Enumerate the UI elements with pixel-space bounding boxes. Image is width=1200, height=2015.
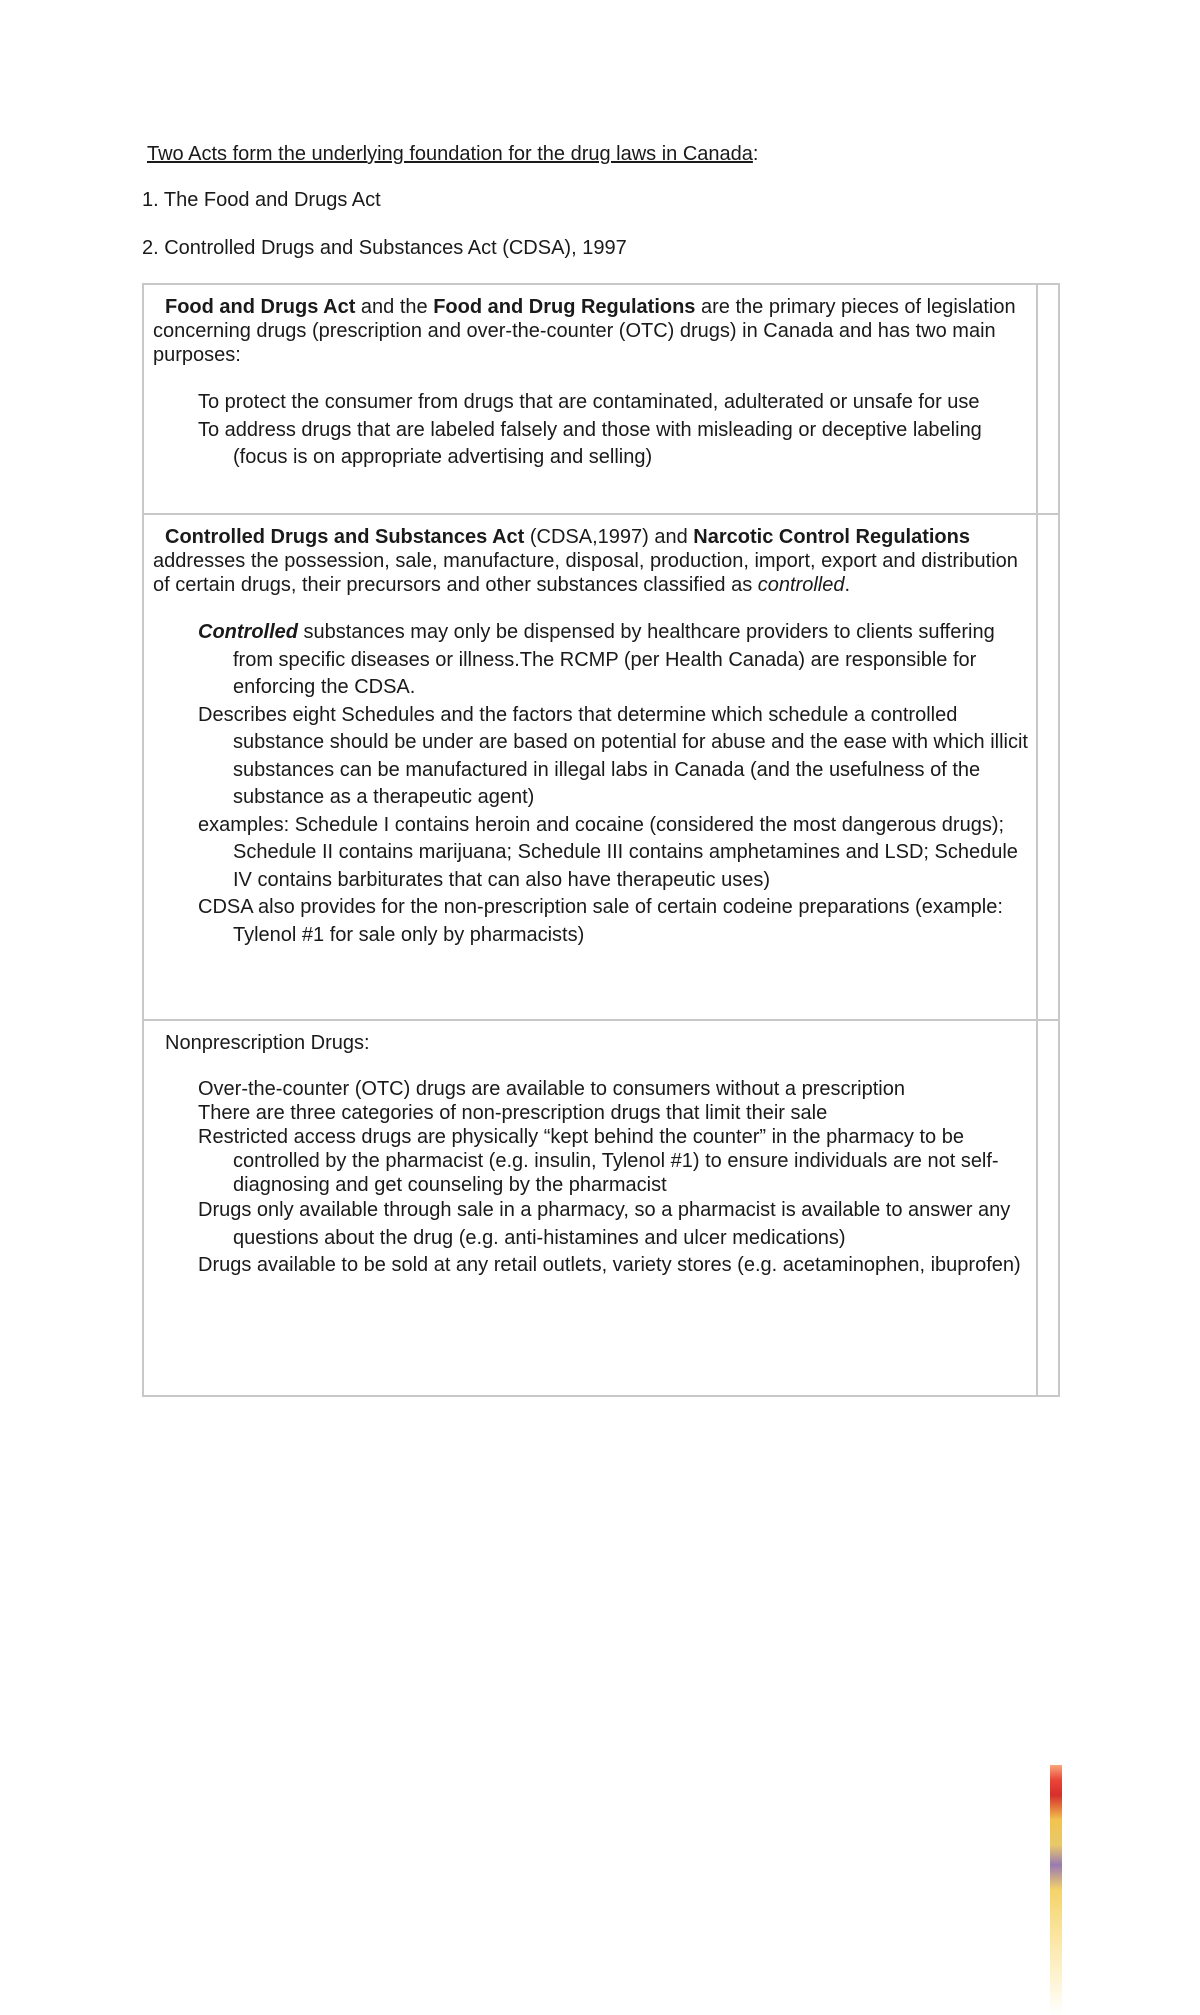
nonprescription-list [153, 1077, 1028, 1280]
list-item [153, 619, 1028, 702]
nonprescription-heading: Nonprescription Drugs: [165, 1032, 370, 1054]
cdsa-paragraph [153, 525, 1028, 597]
intro-item-food-and-drugs-act: 1. The Food and Drugs Act [142, 189, 381, 211]
list-item: examples: Schedule I contains heroin and cocaine (considered the most dangerous drugs); Schedule II contains marijuana; Schedule III contains amphetamines and LSD; Schedule IV contains barbiturates that can also have therapeutic uses) [198, 813, 1018, 891]
table-row-food-and-drugs-act [144, 285, 1058, 515]
table-cell [144, 515, 1036, 1019]
list-item: There are three categories of non-prescription drugs that limit their sale [198, 1102, 828, 1124]
list-item: Drugs only available through sale in a pharmacy, so a pharmacist is available to answer any questions about the drug (e.g. anti-histamines and ulcer medications) [198, 1199, 1011, 1249]
table-side-column [1036, 1021, 1060, 1395]
paragraph-text: . [844, 574, 851, 596]
bold-food-and-drug-regulations: Food and Drug Regulations [433, 296, 696, 318]
paragraph-text: are the primary pieces of legislation concerning drugs (prescription and over-the-counter (OTC) drugs) in Canada and has two main purposes: [153, 296, 1016, 366]
purposes-list [153, 389, 1028, 472]
intro-heading-text: Two Acts form the underlying foundation for the drug laws in Canada [147, 143, 753, 165]
table-side-column [1036, 285, 1060, 513]
intro-heading [147, 142, 758, 166]
paragraph-text: (CDSA,1997) and [524, 526, 694, 548]
list-item: CDSA also provides for the non-prescription sale of certain codeine preparations (example: Tylenol #1 for sale only by pharmacists) [198, 896, 1003, 946]
intro-item-cdsa: 2. Controlled Drugs and Substances Act (CDSA), 1997 [142, 237, 627, 259]
list-item: Drugs available to be sold at any retail outlets, variety stores (e.g. acetaminophen, ibuprofen) [198, 1254, 1021, 1276]
table-side-column [1036, 515, 1060, 1019]
list-item: To protect the consumer from drugs that are contaminated, adulterated or unsafe for use [198, 391, 980, 413]
italic-controlled: controlled [757, 574, 845, 596]
list-item: To address drugs that are labeled falsely and those with misleading or deceptive labeling (focus is on appropriate advertising and selling) [198, 418, 982, 468]
bold-narcotic-control-regulations: Narcotic Control Regulations [693, 526, 970, 548]
bold-cdsa: Controlled Drugs and Substances Act [165, 526, 525, 548]
list-item: Over-the-counter (OTC) drugs are available to consumers without a prescription [198, 1078, 905, 1100]
paragraph-text: addresses the possession, sale, manufacture, disposal, production, import, export and distribution of certain drugs, their precursors and other substances classified as [153, 550, 1018, 596]
intro-heading-colon: : [752, 143, 759, 165]
decorative-image-strip [1050, 1765, 1062, 2015]
list-item-text: substances may only be dispensed by healthcare providers to clients suffering from specific diseases or illness.The RCMP (per Health Canada) are responsible for enforcing the CDSA. [233, 621, 995, 698]
list-item: Restricted access drugs are physically “kept behind the counter” in the pharmacy to be controlled by the pharmacist (e.g. insulin, Tylenol #1) to ensure individuals are not self-diagnosing and get counseling by the pharmacist [198, 1126, 999, 1196]
bold-italic-controlled: Controlled [198, 621, 298, 643]
table-cell [144, 285, 1036, 513]
list-item: Describes eight Schedules and the factors that determine which schedule a controlled substance should be under are based on potential for abuse and the ease with which illicit substances can be manufactured in illegal labs in Canada (and the usefulness of the substance as a therapeutic agent) [198, 703, 1028, 808]
table-cell [144, 1021, 1036, 1395]
table-row-nonprescription [144, 1021, 1058, 1395]
paragraph-text: and the [355, 296, 434, 318]
bold-food-and-drugs-act: Food and Drugs Act [165, 296, 356, 318]
food-drugs-act-paragraph [153, 295, 1028, 367]
cdsa-list [153, 619, 1028, 949]
info-table [142, 283, 1060, 1397]
table-row-cdsa [144, 515, 1058, 1021]
